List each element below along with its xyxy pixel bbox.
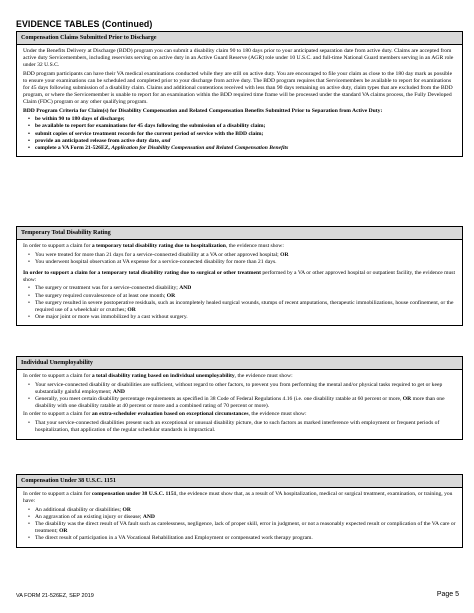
- page-number: Page 5: [436, 591, 459, 598]
- list-item: • submit copies of service treatment records for the current period of service with the BDD claim;: [35, 131, 456, 138]
- bdd-paragraph-2: BDD program participants can have their VA medical examinations conducted while they are still on active duty. You are encouraged to file your claim as close to the 180 day mark as possible to ensure your examinations can be scheduled and completed prior to your discharge from active duty. The BDD program requires that Servicemembers be available to report for examinations for 45 days following submission of a disability claim. Claims and additional contentions received with less than 90 days remaining on active duty, claim types that are excluded from the BDD program, or where the Servicemember is unable to report for an examination within the BDD required time frame will be processed under the standard VA claims process, the Fully Developed Claim (FDC) program or any other qualifying program.: [23, 70, 453, 106]
- iu-extra-list: [23, 420, 456, 434]
- list-item: • You were treated for more than 21 days for a service-connected disability at a VA or other approved hospital; OR: [35, 252, 456, 259]
- iu-list: [23, 382, 456, 410]
- iu-intro: In order to support a claim for a total disability rating based on individual unemployability, the evidence must show:: [23, 373, 293, 379]
- ttd-intro: In order to support a claim for a temporary total disability rating due to hospitalization, the evidence must show:: [23, 243, 284, 249]
- list-item: • One major joint or more was immobilized by a cast without surgery.: [35, 314, 456, 321]
- iu-heading: Individual Unemployability: [17, 357, 462, 370]
- iu-extra-intro: In order to support a claim for an extra-scheduler evaluation based on exceptional circumstances, the evidence must show:: [23, 411, 307, 418]
- ttd-hospital-list: [23, 252, 456, 266]
- c1151-section: [16, 474, 463, 548]
- ttd-section: [16, 226, 463, 326]
- bdd-criteria-list: [23, 116, 456, 151]
- list-item: • An additional disability or disabilities; OR: [35, 507, 456, 514]
- ttd-surgery-list: [23, 285, 456, 320]
- list-item: • You underwent hospital observation at VA expense for a service-connected disability for more than 21 days.: [35, 259, 456, 266]
- page-title: EVIDENCE TABLES (Continued): [16, 19, 153, 29]
- bdd-paragraph-1: Under the Benefits Delivery at Discharge (BDD) program you can submit a disability claim 90 to 180 days prior to your anticipated separation date from active duty. Claims are accepted from active duty Servicemembers, including reservists serving on active duty in an Active Guard Reserve (AGR) role under 10 U.S.C. and full-time National Guard members serving in an AGR role under 32 U.S.C.: [23, 48, 454, 69]
- list-item: • provide an anticipated release from active duty date, and: [35, 138, 456, 145]
- list-item: • The surgery required convalescence of at least one month; OR: [35, 293, 456, 300]
- list-item: • That your service-connected disabilities present such an exceptional or unusual disability picture, due to such factors as marked interference with employment or frequent periods of hospitalization, that application of the regular schedular standards is impractical.: [35, 420, 456, 434]
- bdd-section: [16, 31, 463, 157]
- ttd-heading: Temporary Total Disability Rating: [17, 227, 462, 240]
- c1151-intro: In order to support a claim for compensation under 38 U.S.C. 1151, the evidence must show that, as a result of VA hospitalization, medical or surgical treatment, examination, or training, you have:: [23, 491, 453, 505]
- list-item: • The disability was the direct result of VA fault such as carelessness, negligence, lack of proper skill, error in judgment, or not a reasonably expected result or complication of the VA care or treatment; OR: [35, 521, 456, 535]
- list-item: • complete a VA Form 21-526EZ, Application for Disability Compensation and Related Compensation Benefits: [35, 145, 456, 152]
- bdd-criteria-title: BDD Program Criteria for Claim(s) for Disability Compensation and Related Compensation Benefits Submitted Prior to Separation from Active Duty:: [23, 107, 383, 114]
- list-item: • be within 90 to 180 days of discharge;: [35, 116, 456, 123]
- list-item: • Your service-connected disability or disabilities are sufficient, without regard to other factors, to prevent you from performing the mental and/or physical tasks required to get or keep substantially gainful employment; AND: [35, 382, 456, 396]
- list-item: • Generally, you meet certain disability percentage requirements as specified in 38 Code of Federal Regulations 4.16 (i.e. one disability ratable at 60 percent or more, OR more than one disability with one disability ratable at 40 percent or more and a combined rating of 70 percent or more).: [35, 396, 456, 410]
- list-item: • The direct result of participation in a VA Vocational Rehabilitation and Employment or compensated work therapy program.: [35, 535, 456, 542]
- form-identifier: VA FORM 21-526EZ, SEP 2019: [16, 593, 94, 599]
- bdd-heading: Compensation Claims Submitted Prior to Discharge: [17, 32, 462, 45]
- list-item: • The surgery resulted in severe postoperative residuals, such as incompletely healed surgical wounds, stumps of recent amputations, therapeutic immobilizations, house confinement, or the required use of a wheelchair or crutches; OR: [35, 300, 456, 314]
- c1151-heading: Compensation Under 38 U.S.C. 1151: [17, 475, 462, 488]
- list-item: • The surgery or treatment was for a service-connected disability; AND: [35, 285, 456, 292]
- c1151-list: [23, 507, 456, 542]
- list-item: • An aggravation of an existing injury or disease; AND: [35, 514, 456, 521]
- list-item: • be available to report for examinations for 45 days following the submission of a disability claim;: [35, 123, 456, 130]
- iu-section: [16, 356, 463, 440]
- ttd-surgery-intro: In order to support a claim for a temporary total disability rating due to surgical or other treatment performed by a VA or other approved hospital or outpatient facility, the evidence must show:: [23, 269, 456, 283]
